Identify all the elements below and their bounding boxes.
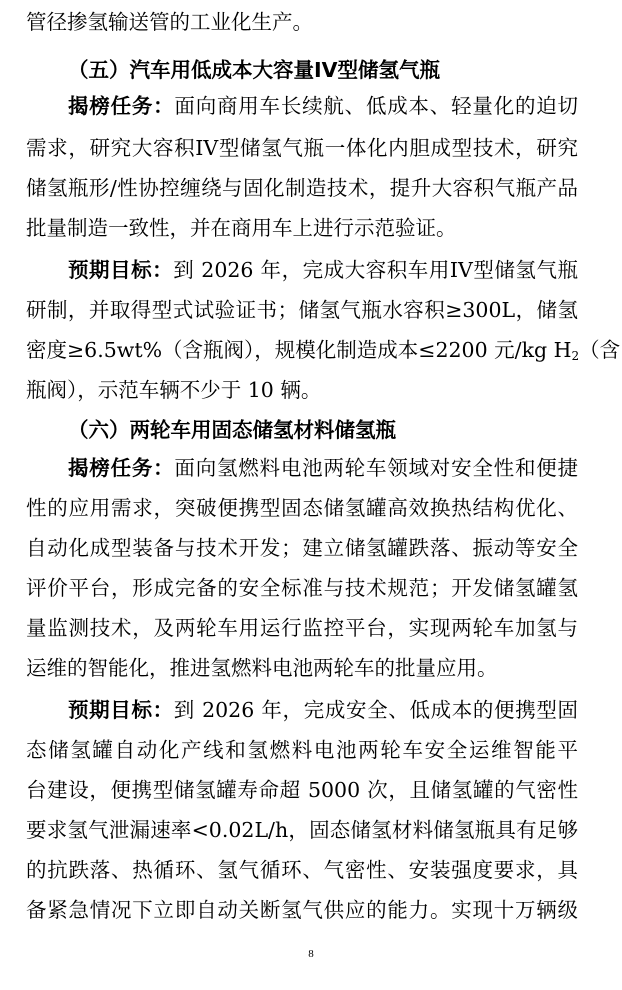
paragraph-line: 需求，研究大容积IV型储氢气瓶一体化内胆成型技术，研究 bbox=[26, 136, 578, 160]
task-label: 揭榜任务： bbox=[68, 94, 175, 118]
paragraph-line: 的抗跌落、热循环、氢气循环、气密性、安装强度要求，具 bbox=[26, 858, 578, 882]
paragraph-line: 评价平台，形成完备的安全标准与技术规范；开发储氢罐氢 bbox=[26, 576, 578, 600]
paragraph-line: 研制，并取得型式试验证书；储氢气瓶水容积≥300L，储氢 bbox=[26, 298, 578, 322]
section-heading: （六）两轮车用固态储氢材料储氢瓶 bbox=[68, 418, 396, 442]
paragraph-line: 要求氢气泄漏速率<0.02L/h，固态储氢材料储氢瓶具有足够 bbox=[26, 818, 578, 842]
paragraph-line: 密度≥6.5wt%（含瓶阀），规模化制造成本≤2200 元/kg $H_2$（含 bbox=[26, 338, 621, 363]
section-heading: （五）汽车用低成本大容量IV型储氢气瓶 bbox=[68, 58, 440, 82]
paragraph-line bbox=[0, 2, 622, 42]
paragraph-line: 量监测技术，及两轮车用运行监控平台，实现两轮车加氢与 bbox=[26, 616, 578, 640]
page-number: 8 bbox=[308, 948, 314, 960]
paragraph-line: 态储氢罐自动化产线和氢燃料电池两轮车安全运维智能平 bbox=[26, 738, 578, 762]
paragraph-line: 预期目标：到 2026 年，完成安全、低成本的便携型固 bbox=[68, 698, 579, 722]
paragraph-line: 储氢瓶形/性协控缠绕与固化制造技术，提升大容积气瓶产品 bbox=[26, 176, 578, 200]
paragraph-line: 性的应用需求，突破便携型固态储氢罐高效换热结构优化、 bbox=[26, 496, 578, 520]
paragraph-line: 自动化成型装备与技术开发；建立储氢罐跌落、振动等安全 bbox=[26, 536, 578, 560]
paragraph-line: 揭榜任务：面向商用车长续航、低成本、轻量化的迫切 bbox=[68, 94, 579, 118]
paragraph-line: 揭榜任务：面向氢燃料电池两轮车领域对安全性和便捷 bbox=[68, 456, 579, 480]
paragraph-line: 瓶阀），示范车辆不少于 10 辆。 bbox=[26, 378, 322, 402]
paragraph-line: 台建设，便携型储氢罐寿命超 5000 次，且储氢罐的气密性 bbox=[26, 778, 578, 802]
task-label: 揭榜任务： bbox=[68, 456, 175, 480]
paragraph-line: 批量制造一致性，并在商用车上进行示范验证。 bbox=[26, 216, 457, 240]
subscript: 2 bbox=[571, 349, 580, 363]
goal-label: 预期目标： bbox=[68, 258, 174, 282]
paragraph-line: 预期目标：到 2026 年，完成大容积车用IV型储氢气瓶 bbox=[68, 258, 578, 282]
paragraph-text: 管径掺氢输送管的工业化生产。 bbox=[26, 10, 313, 34]
paragraph-line: 备紧急情况下立即自动关断氢气供应的能力。实现十万辆级 bbox=[26, 898, 578, 922]
goal-label: 预期目标： bbox=[68, 698, 174, 722]
paragraph-line: 运维的智能化，推进氢燃料电池两轮车的批量应用。 bbox=[26, 656, 498, 680]
